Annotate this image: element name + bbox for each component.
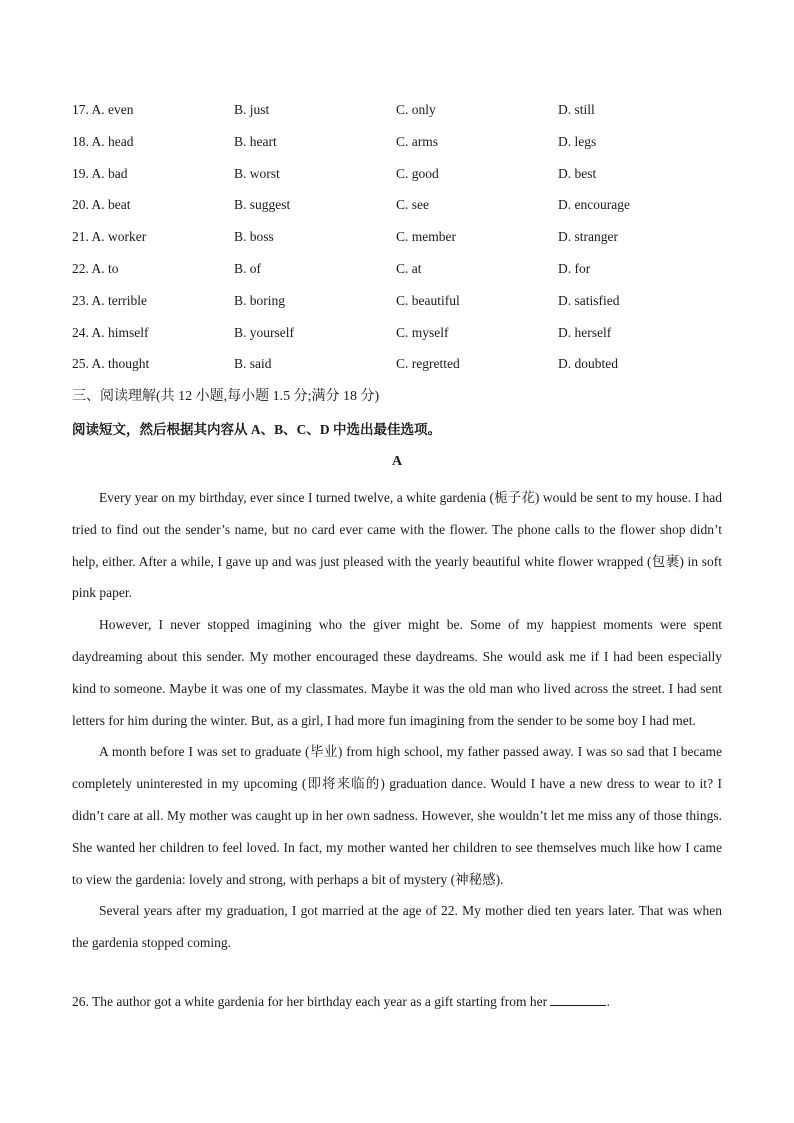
option-row — [72, 164, 732, 196]
paragraph: Every year on my birthday, ever since I turned twelve, a white gardenia (栀子花) would be sent to my house. I had tried to find out the sender’s name, but no card ever came with the flower. The phone calls to the flower shop didn’t help, either. After a while, I gave up and was just pleased with the yearly beautiful white flower wrapped (包裹) in soft pink paper. — [72, 490, 722, 601]
option-a: 17. A. even — [72, 102, 134, 117]
option-row — [72, 291, 732, 323]
option-c: C. beautiful — [396, 292, 460, 308]
option-c: C. at — [396, 260, 422, 276]
option-d: D. legs — [558, 133, 597, 149]
option-d: D. doubted — [558, 356, 618, 372]
option-b: B. just — [234, 102, 270, 117]
passage-label: A — [391, 454, 403, 469]
option-a: 22. A. to — [72, 260, 119, 276]
option-b: B. yourself — [234, 324, 294, 340]
section-title: 三、阅读理解(共 12 小题,每小题 1.5 分;满分 18 分) — [72, 389, 380, 404]
question-26 — [72, 991, 722, 1012]
paragraph: However, I never stopped imagining who the giver might be. Some of my happiest moments were spent daydreaming about this sender. My mother encouraged these daydreams. She would ask me if I had been especially kind to someone. Maybe it was one of my classmates. Maybe it was the old man who lived across the street. I had sent letters for him during the winter. But, as a girl, I had more fun imagining from the sender to be some boy I had met. — [72, 617, 722, 728]
option-row — [72, 195, 732, 227]
option-b: B. heart — [234, 133, 277, 149]
question-end: . — [606, 994, 610, 1009]
option-c: C. myself — [396, 324, 449, 340]
option-c: C. good — [396, 165, 439, 181]
option-b: B. worst — [234, 165, 280, 181]
option-c: C. only — [396, 102, 436, 117]
option-row — [72, 132, 732, 164]
option-b: B. said — [234, 356, 272, 372]
paragraph: A month before I was set to graduate (毕业) from high school, my father passed away. I was so sad that I became completely uninterested in my upcoming (即将来临的) graduation dance. Would I have a new dress to wear to it? I didn’t care at all. My mother was caught up in her own sadness. However, she wouldn’t let me miss any of those things. She wanted her children to feel loved. In fact, my mother wanted her children to see themselves much like how I came to view the gardenia: lovely and strong, with perhaps a bit of mystery (神秘感). — [72, 744, 722, 887]
option-row — [72, 259, 732, 291]
option-d: D. for — [558, 260, 591, 276]
instructions: 阅读短文，然后根据其内容从 A、B、C、D 中选出最佳选项。 — [72, 422, 442, 437]
option-c: C. arms — [396, 133, 438, 149]
option-b: B. boring — [234, 292, 286, 308]
option-a: 18. A. head — [72, 133, 134, 149]
option-row — [72, 354, 732, 386]
option-d: D. stranger — [558, 229, 618, 245]
option-d: D. herself — [558, 324, 612, 340]
option-b: B. boss — [234, 229, 274, 245]
option-a: 24. A. himself — [72, 324, 149, 340]
option-a: 19. A. bad — [72, 165, 128, 181]
answer-options — [72, 100, 732, 386]
option-b: B. suggest — [234, 197, 291, 213]
option-c: C. see — [396, 197, 429, 213]
option-d: D. still — [558, 102, 595, 117]
option-row — [72, 227, 732, 259]
option-a: 20. A. beat — [72, 197, 131, 213]
option-a: 21. A. worker — [72, 229, 147, 245]
answer-blank — [550, 991, 606, 1006]
option-b: B. of — [234, 260, 261, 276]
option-d: D. satisfied — [558, 292, 620, 308]
option-row — [72, 100, 732, 132]
option-c: C. member — [396, 229, 456, 245]
option-a: 23. A. terrible — [72, 292, 147, 308]
option-row — [72, 323, 732, 355]
option-d: D. encourage — [558, 197, 630, 213]
passage — [72, 482, 722, 959]
paragraph: Several years after my graduation, I got married at the age of 22. My mother died ten years later. That was when the gardenia stopped coming. — [72, 903, 722, 951]
option-a: 25. A. thought — [72, 356, 150, 372]
question-text: 26. The author got a white gardenia for her birthday each year as a gift starting from her — [72, 994, 548, 1009]
option-d: D. best — [558, 165, 597, 181]
option-c: C. regretted — [396, 356, 460, 372]
